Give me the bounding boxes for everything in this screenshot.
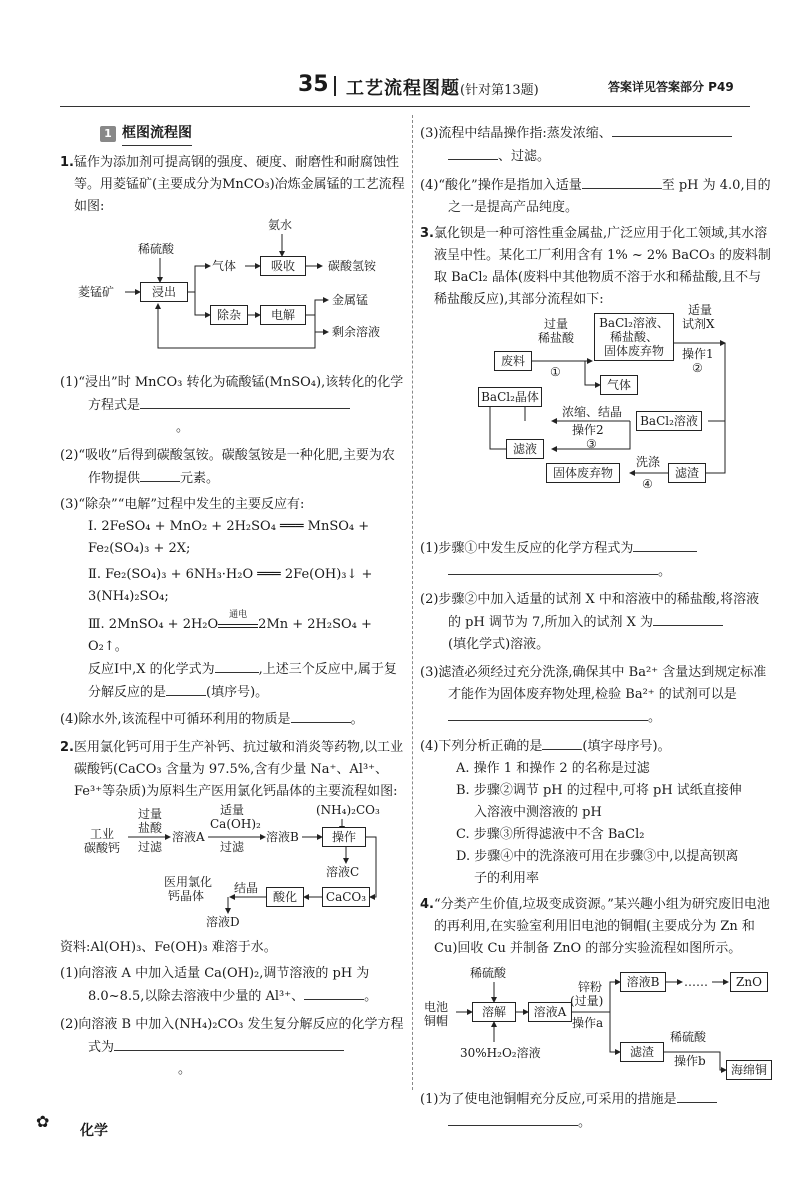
q1-answer-blank-1b[interactable] [88, 417, 176, 431]
q4-solB-box: 溶液B [620, 972, 666, 992]
q2-reagent-label: (NH₄)₂CO₃ [316, 803, 380, 817]
q1-acid-label: 稀硫酸 [138, 242, 175, 256]
q3-answer-blank-4[interactable] [542, 735, 582, 750]
answer-reference: 答案详见答案部分 P49 [608, 80, 734, 94]
q4-zinc-label-1: 锌粉 [578, 980, 603, 994]
q3-acid-label-1: 过量 [544, 317, 569, 331]
q3-part3: (3)滤渣必须经过充分洗涤,确保其中 Ba²⁺ 含量达到规定标准才能作为固体废弃物处理,检验 Ba²⁺ 的试剂可以是。 [420, 665, 767, 725]
q2-acid-label-2: 盐酸 [138, 821, 163, 835]
q1-purify-box: 除杂 [210, 305, 248, 325]
q1-electrolysis-condition: 通电 [229, 610, 248, 620]
q4-dots-label: …… [684, 975, 708, 989]
q2-part1: (1)向溶液 A 中加入适量 Ca(OH)₂,调节溶液的 pH 为 8.0~8.5,以除去溶液中少量的 Al³⁺、 。 [60, 966, 378, 1004]
section-badge: 1 [100, 126, 116, 142]
q4-solA-box: 溶液A [528, 1002, 572, 1022]
q3-part2: (2)步骤②中加入适量的试剂 X 中和溶液中的稀盐酸,将溶液的 pH 调节为 7,所加入的试剂 X 为 (填化学式)溶液。 [420, 592, 760, 652]
q4-opa-label: 操作a [572, 1016, 604, 1030]
q2-product-label-2: 钙晶体 [168, 889, 205, 903]
q4-flow-diagram [420, 962, 772, 1086]
q3-mixture-line-3: 固体废弃物 [603, 344, 664, 358]
q4-zinc-label-2: (过量) [570, 994, 604, 1008]
q3-mixture-box [594, 313, 674, 361]
q1-flow-diagram [60, 220, 405, 370]
q4-dissolve-box: 溶解 [472, 1002, 516, 1022]
q2-acid-label-1: 过量 [138, 807, 163, 821]
q2-answer-blank-1[interactable] [304, 985, 364, 1000]
page-header [0, 70, 800, 102]
column-divider [412, 115, 413, 1090]
q2-part4: (4)“酸化”操作是指加入适量 至 pH 为 4.0,目的之一是提高产品纯度。 [420, 174, 772, 219]
q2-part3: (3)流程中结晶操作指:蒸发浓缩、 、过滤。 [420, 122, 772, 168]
q2-info: 资料:Al(OH)₃、Fe(OH)₃ 难溶于水。 [60, 940, 277, 955]
q2-answer-blank-2b[interactable] [88, 1059, 178, 1073]
q4-h2o2-label: 30%H₂O₂溶液 [460, 1046, 541, 1060]
q4-stem: 4.“分类产生价值,垃圾变成资源。”某兴趣小组为研究废旧电池的再利用,在实验室利用旧电池的铜帽(主要成分为 Zn 和 Cu)回收 Cu 并制备 ZnO 的部分实验流程如图所示。 [420, 897, 770, 956]
q1-electro-box: 电解 [260, 305, 306, 325]
section-number: 35 [298, 72, 329, 97]
q3-option-a: A. 操作 1 和操作 2 的名称是过滤 [456, 761, 650, 776]
q3-option-d-cont: 子的利用率 [474, 871, 540, 886]
header-rule [60, 106, 750, 107]
q3-option-b: B. 步骤②调节 pH 的过程中,可将 pH 试纸直接伸 [456, 783, 742, 798]
q1-answer-blank-1[interactable] [140, 394, 350, 409]
q2-caco3-box: CaCO₃ [322, 887, 370, 907]
q3-acid-label-2: 稀盐酸 [538, 331, 575, 345]
q3-x-label-2: 试剂X [682, 317, 715, 331]
q1-part3-question: 反应Ⅰ中,X 的化学式为 ,上述三个反应中,属于复分解反应的是 (填序号)。 [60, 658, 405, 704]
q1-reaction-3: Ⅲ. 2MnSO₄ + 2H₂O 通电 2Mn + 2H₂SO₄ + O₂↑。 [88, 610, 372, 654]
q3-step3-label: ③ [586, 437, 597, 451]
q3-answer-blank-1b[interactable] [448, 560, 658, 575]
q1-reaction-1: Ⅰ. 2FeSO₄ + MnO₂ + 2H₂SO₄ ═══ MnSO₄ + [88, 519, 370, 534]
q1-answer-blank-3a[interactable] [215, 658, 259, 673]
q2-solA-label: 溶液A [172, 830, 205, 844]
q2-filter-label-2: 过滤 [220, 840, 245, 854]
q1-reaction-2: Ⅱ. Fe₂(SO₄)₃ + 6NH₃·H₂O ═══ 2Fe(OH)₃↓ + [88, 567, 373, 582]
q2-product-label-1: 医用氯化 [164, 875, 213, 889]
q1-ammonia-label: 氨水 [268, 218, 293, 232]
q3-option-c: C. 步骤③所得滤液中不含 BaCl₂ [456, 827, 645, 842]
q3-mixture-line-2: 稀盐酸、 [609, 330, 658, 344]
q1-part4: (4)除水外,该流程中可循环利用的物质是 。 [60, 708, 405, 731]
right-column [420, 122, 772, 1134]
q3-part1: (1)步骤①中发生反应的化学方程式为 。 [420, 537, 772, 583]
q2-cryst-label: 结晶 [234, 881, 259, 895]
q1-metal-label: 金属锰 [332, 293, 369, 307]
q3-answer-blank-2[interactable] [653, 611, 723, 626]
q3-residue-box: 滤渣 [668, 463, 706, 483]
q1-answer-blank-4[interactable] [291, 708, 351, 723]
q3-part4: (4)下列分析正确的是 (填字母序号)。 [420, 735, 772, 758]
q2-raw-label-1: 工业 [90, 827, 115, 841]
q2-operation-box: 操作 [322, 827, 366, 847]
q3-step2-label: ② [692, 361, 703, 375]
q4-residue-box: 滤渣 [620, 1042, 664, 1062]
q1-answer-blank-2[interactable] [140, 467, 180, 482]
q2-answer-blank-3b[interactable] [448, 145, 498, 160]
q1-ore-label: 菱锰矿 [78, 285, 115, 299]
q1-part2: (2)“吸收”后得到碳酸氢铵。碳酸氢铵是一种化肥,主要为农作物提供 元素。 [60, 448, 395, 486]
q4-part1: (1)为了使电池铜帽充分反应,可采用的措施是 。 [420, 1088, 772, 1134]
q4-zno-box: ZnO [730, 972, 768, 992]
q4-cap-label-1: 电池 [424, 1000, 449, 1014]
q3-flow-diagram [420, 303, 772, 535]
q4-cu-box: 海绵铜 [726, 1060, 772, 1080]
q3-waste-box: 废料 [494, 351, 532, 371]
q1-part1: (1)“浸出”时 MnCO₃ 转化为硫酸锰(MnSO₄),该转化的化学方程式是 。 [60, 375, 404, 435]
q4-cap-label-2: 铜帽 [424, 1014, 449, 1028]
q4-opb-label: 操作b [674, 1054, 706, 1068]
q3-op2-label: 操作2 [572, 423, 604, 437]
q2-answer-blank-4[interactable] [582, 174, 662, 189]
q2-answer-blank-3[interactable] [612, 122, 732, 137]
page-subtitle: (针对第13题) [460, 83, 539, 98]
q2-solD-label: 溶液D [206, 915, 240, 929]
q1-answer-blank-3b[interactable] [166, 681, 206, 696]
q3-step4-label: ④ [642, 477, 653, 491]
q3-mixture-line-1: BaCl₂溶液、 [599, 316, 669, 330]
q1-reaction-2b: 3(NH₄)₂SO₄; [88, 589, 169, 604]
q3-stem: 3.氯化钡是一种可溶性重金属盐,广泛应用于化工领域,其水溶液呈中性。某化工厂利用含有 1% ~ 2% BaCO₃ 的废料制取 BaCl₂ 晶体(废料中其他物质不溶于水和稀盐酸,且不与稀盐酸反应),其部分流程如下: [420, 226, 771, 307]
q3-option-d: D. 步骤④中的洗涤液可用在步骤③中,以提高钡离 [456, 849, 739, 864]
page-title: 工艺流程图题(针对第13题) [346, 78, 539, 99]
q2-raw-label-2: 碳酸钙 [84, 841, 121, 855]
q2-base-label-2: Ca(OH)₂ [210, 817, 261, 831]
q1-bicarb-label: 碳酸氢铵 [328, 259, 377, 273]
q2-flow-diagram [60, 805, 405, 933]
q3-step1-label: ① [550, 365, 561, 379]
q3-answer-blank-3[interactable] [448, 706, 648, 721]
left-column [60, 122, 405, 1081]
q2-base-label-1: 适量 [220, 803, 245, 817]
q2-answer-blank-2[interactable] [114, 1036, 344, 1051]
q4-acid2-label: 稀硫酸 [670, 1030, 707, 1044]
section-heading [100, 122, 405, 146]
q1-absorb-box: 吸收 [260, 256, 306, 276]
q3-solution-box: BaCl₂溶液 [636, 411, 702, 431]
q1-gas-label: 气体 [212, 259, 237, 273]
q2-solB-label: 溶液B [266, 830, 299, 844]
q1-leach-box: 浸出 [140, 282, 188, 302]
q3-filtrate-box: 滤液 [506, 439, 544, 459]
q2-acidify-box: 酸化 [266, 887, 304, 907]
q1-part3: (3)“除杂”“电解”过程中发生的主要反应有: [60, 497, 305, 512]
q3-gas-box: 气体 [600, 375, 638, 395]
q4-acid-label: 稀硫酸 [470, 966, 507, 980]
q1-residue-label: 剩余溶液 [332, 325, 381, 339]
q2-solC-label: 溶液C [326, 865, 360, 879]
subject-label: 化学 [80, 1123, 108, 1139]
q3-solidwaste-box: 固体废弃物 [546, 463, 620, 483]
q3-conc-label: 浓缩、结晶 [562, 405, 623, 419]
q3-op1-label: 操作1 [682, 347, 714, 361]
q3-wash-label: 洗涤 [636, 455, 661, 469]
subject-mascot-icon: ✿ [36, 1112, 50, 1131]
q1-reaction-1b: Fe₂(SO₄)₃ + 2X; [88, 541, 191, 556]
section-title: 框图流程图 [122, 122, 192, 146]
q1-stem: 1.锰作为添加剂可提高钢的强度、硬度、耐磨性和耐腐蚀性等。用菱锰矿(主要成分为MnCO₃)冶炼金属锰的工艺流程如图: [60, 155, 405, 214]
q2-stem: 2.医用氯化钙可用于生产补钙、抗过敏和消炎等药物,以工业碳酸钙(CaCO₃ 含量为 97.5%,含有少量 Na⁺、Al³⁺、Fe³⁺等杂质)为原料生产医用氯化钙晶体的主要流程如图: [60, 740, 404, 799]
q2-part2: (2)向溶液 B 中加入(NH₄)₂CO₃ 发生复分解反应的化学方程式为 。 [60, 1017, 404, 1077]
q3-crystal-box: BaCl₂晶体 [478, 387, 542, 407]
header-divider [334, 76, 336, 96]
q3-x-label-1: 适量 [688, 303, 713, 317]
q3-option-b-cont: 入溶液中测溶液的 pH [474, 805, 602, 820]
q3-answer-blank-1[interactable] [633, 537, 697, 552]
q4-answer-blank-1[interactable] [677, 1088, 717, 1103]
q2-filter-label: 过滤 [138, 840, 163, 854]
q4-answer-blank-1b[interactable] [448, 1111, 578, 1126]
